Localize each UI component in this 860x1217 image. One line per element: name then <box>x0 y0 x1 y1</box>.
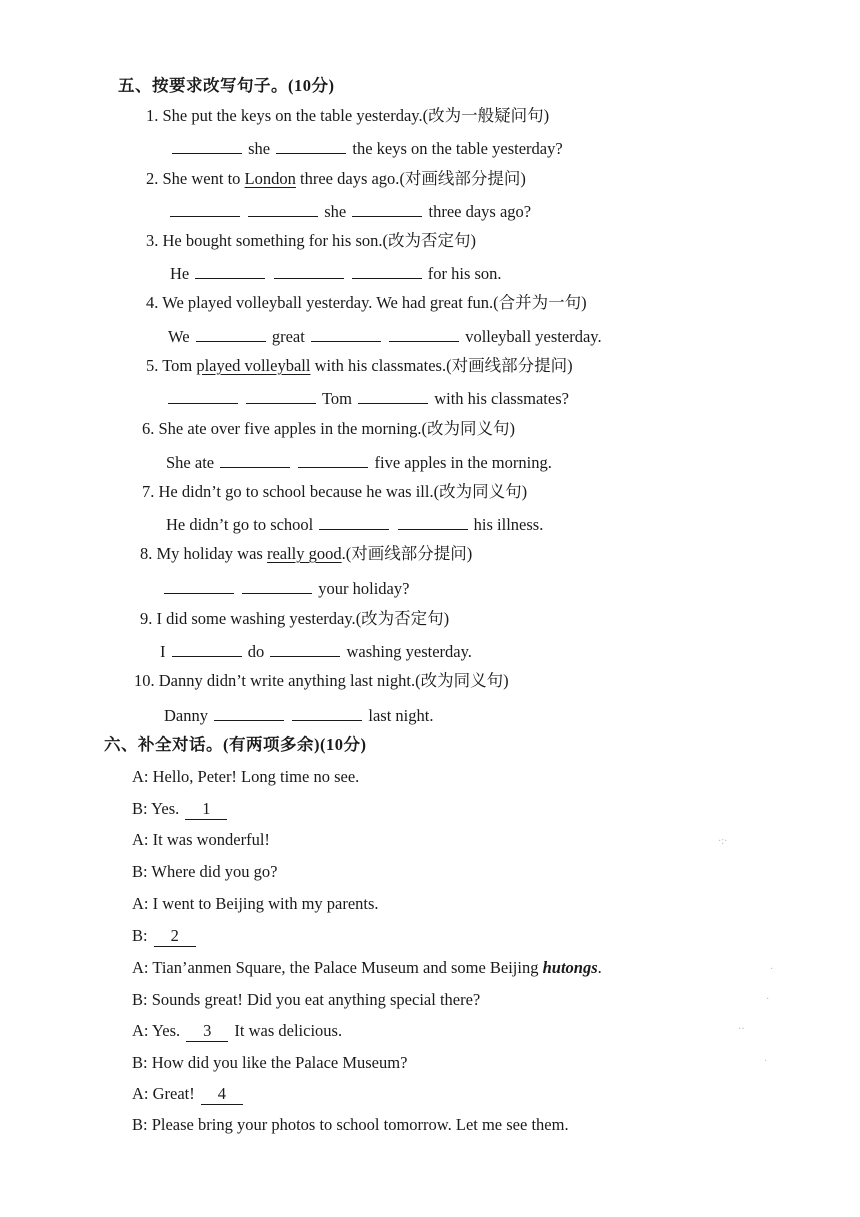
dialogue-blank-1[interactable]: 1 <box>185 799 227 820</box>
section-5-title: 五、按要求改写句子。(10分) <box>118 76 335 95</box>
answer-word: she <box>324 202 347 221</box>
dialogue-text: Where did you go? <box>151 862 278 881</box>
answer-blank[interactable] <box>214 704 284 721</box>
answer-word: last night. <box>368 706 434 725</box>
question-text: She went to <box>162 169 245 188</box>
dialogue-line-9 <box>132 1021 342 1042</box>
question-number: 8. <box>140 544 153 563</box>
answer-blank[interactable] <box>311 325 381 342</box>
speaker-label: B: <box>132 799 148 818</box>
question-text: She ate over five apples in the morning. <box>158 419 422 438</box>
question-4 <box>146 293 587 313</box>
answer-word: Tom <box>321 389 352 408</box>
question-hint: (对画线部分提问) <box>446 356 573 375</box>
question-text: He didn’t go to school because he was ill. <box>158 482 434 501</box>
answer-word: for his son. <box>427 264 502 283</box>
answer-blank[interactable] <box>168 387 238 404</box>
question-hint: (改为同义句) <box>421 419 516 438</box>
underlined-phrase: really good <box>266 544 342 563</box>
answer-blank[interactable] <box>319 513 389 530</box>
answer-blank[interactable] <box>274 262 344 279</box>
question-number: 3. <box>146 231 159 250</box>
dialogue-line-7 <box>132 958 602 978</box>
answer-word: she <box>248 139 271 158</box>
answer-blank[interactable] <box>172 137 242 154</box>
answer-word: your holiday? <box>318 579 410 598</box>
question-text: Tom <box>162 356 197 375</box>
dialogue-line-3 <box>132 830 270 850</box>
answer-word: Danny <box>164 706 208 725</box>
answer-word: five apples in the morning. <box>374 453 552 472</box>
answer-blank[interactable] <box>398 513 468 530</box>
answer-blank[interactable] <box>276 137 346 154</box>
question-text: She put the keys on the table yesterday. <box>162 106 423 125</box>
answer-line-5 <box>166 387 569 409</box>
speaker-label: A: <box>132 958 149 977</box>
question-text: with his classmates. <box>310 356 447 375</box>
speaker-label: B: <box>132 990 148 1009</box>
answer-word: We <box>168 327 190 346</box>
answer-line-4 <box>168 325 602 347</box>
answer-blank[interactable] <box>292 704 362 721</box>
question-text: We played volleyball yesterday. We had great fun. <box>162 293 494 312</box>
dialogue-line-11 <box>132 1084 245 1105</box>
answer-line-10 <box>164 704 433 726</box>
dialogue-blank-2[interactable]: 2 <box>154 926 196 947</box>
answer-blank[interactable] <box>246 387 316 404</box>
question-9 <box>140 609 449 629</box>
italic-word: hutongs <box>542 958 598 977</box>
answer-word: his illness. <box>473 515 544 534</box>
question-hint: (对画线部分提问) <box>345 544 473 563</box>
answer-blank[interactable] <box>195 262 265 279</box>
dialogue-text: Tian’anmen Square, the Palace Museum and some Beijing <box>152 958 543 977</box>
answer-blank[interactable] <box>352 200 422 217</box>
answer-blank[interactable] <box>270 640 340 657</box>
dialogue-text: I went to Beijing with my parents. <box>152 894 379 913</box>
dialogue-text: Please bring your photos to school tomorrow. Let me see them. <box>151 1115 569 1134</box>
question-number: 5. <box>146 356 159 375</box>
speaker-label: B: <box>132 1053 148 1072</box>
answer-word: do <box>247 642 265 661</box>
speaker-label: A: <box>132 830 149 849</box>
question-hint: (改为同义句) <box>415 671 509 690</box>
answer-word: volleyball yesterday. <box>465 327 602 346</box>
question-6 <box>142 419 515 439</box>
dialogue-blank-4[interactable]: 4 <box>201 1084 243 1105</box>
question-hint: (改为否定句) <box>355 609 450 628</box>
answer-blank[interactable] <box>220 451 290 468</box>
question-text: My holiday was <box>156 544 267 563</box>
question-number: 1. <box>146 106 159 125</box>
underlined-phrase: played volleyball <box>196 356 311 375</box>
dialogue-line-6 <box>132 926 198 947</box>
answer-blank[interactable] <box>196 325 266 342</box>
question-hint: (对画线部分提问) <box>399 169 526 188</box>
answer-blank[interactable] <box>389 325 459 342</box>
answer-line-9 <box>160 640 472 662</box>
question-5 <box>146 356 573 376</box>
answer-blank[interactable] <box>170 200 240 217</box>
speaker-label: A: <box>132 894 149 913</box>
question-10 <box>134 671 509 691</box>
dialogue-text: It was wonderful! <box>152 830 270 849</box>
answer-blank[interactable] <box>298 451 368 468</box>
answer-blank[interactable] <box>164 577 234 594</box>
question-text: Danny didn’t write anything last night. <box>158 671 416 690</box>
question-3 <box>146 231 476 251</box>
dialogue-line-5 <box>132 894 379 914</box>
answer-line-1 <box>170 137 563 159</box>
answer-blank[interactable] <box>352 262 422 279</box>
dialogue-line-10 <box>132 1053 407 1073</box>
section-6-title: 六、补全对话。(有两项多余)(10分) <box>104 735 367 754</box>
speaker-label: B: <box>132 862 148 881</box>
question-hint: (合并为一句) <box>493 293 587 312</box>
question-2 <box>146 169 526 189</box>
answer-word: He didn’t go to school <box>166 515 314 534</box>
speaker-label: A: <box>132 1084 149 1103</box>
question-text: He bought something for his son. <box>162 231 383 250</box>
question-number: 6. <box>142 419 155 438</box>
dialogue-line-12 <box>132 1115 569 1135</box>
question-number: 9. <box>140 609 153 628</box>
question-hint: (改为同义句) <box>433 482 528 501</box>
dialogue-line-8 <box>132 990 480 1010</box>
dialogue-text: Great! <box>152 1084 195 1103</box>
answer-blank[interactable] <box>172 640 242 657</box>
answer-blank[interactable] <box>248 200 318 217</box>
dialogue-blank-3[interactable]: 3 <box>186 1021 228 1042</box>
dialogue-line-1 <box>132 767 359 787</box>
question-8 <box>140 544 472 564</box>
answer-line-3 <box>170 262 502 284</box>
answer-blank[interactable] <box>242 577 312 594</box>
answer-word: washing yesterday. <box>346 642 472 661</box>
answer-line-7 <box>166 513 543 535</box>
answer-line-2 <box>168 200 531 222</box>
speaker-label: A: <box>132 767 149 786</box>
speaker-label: A: <box>132 1021 149 1040</box>
question-number: 4. <box>146 293 159 312</box>
answer-word: the keys on the table yesterday? <box>352 139 563 158</box>
question-hint: (改为一般疑问句) <box>422 106 550 125</box>
question-number: 2. <box>146 169 159 188</box>
answer-word: He <box>170 264 190 283</box>
answer-word: I <box>160 642 166 661</box>
dialogue-line-2 <box>132 799 229 820</box>
dialogue-text: Sounds great! Did you eat anything special there? <box>151 990 481 1009</box>
speaker-label: B: <box>132 926 148 945</box>
speaker-label: B: <box>132 1115 148 1134</box>
answer-line-6 <box>166 451 552 473</box>
underlined-phrase: London <box>244 169 296 188</box>
dialogue-text: It was delicious. <box>234 1021 343 1040</box>
question-7 <box>142 482 527 502</box>
scan-speck: · <box>766 994 770 1005</box>
scan-speck: ·· <box>738 1024 745 1035</box>
question-number: 7. <box>142 482 155 501</box>
scan-speck: · <box>764 1056 768 1067</box>
dialogue-line-4 <box>132 862 277 882</box>
dialogue-text: Yes. <box>152 1021 181 1040</box>
question-text: three days ago. <box>295 169 400 188</box>
question-1 <box>146 106 549 126</box>
answer-line-8 <box>162 577 409 599</box>
question-number: 10. <box>134 671 155 690</box>
dialogue-text: How did you like the Palace Museum? <box>151 1053 408 1072</box>
dialogue-text: Hello, Peter! Long time no see. <box>152 767 360 786</box>
dialogue-text: . <box>597 958 602 977</box>
answer-blank[interactable] <box>358 387 428 404</box>
question-text: I did some washing yesterday. <box>156 609 356 628</box>
answer-word: She ate <box>166 453 215 472</box>
dialogue-text: Yes. <box>151 799 180 818</box>
scan-speck: ·:· <box>718 836 728 847</box>
scan-speck: · <box>770 964 774 975</box>
answer-word: great <box>271 327 305 346</box>
answer-word: three days ago? <box>428 202 532 221</box>
question-text: . <box>341 544 346 563</box>
answer-word: with his classmates? <box>434 389 569 408</box>
question-hint: (改为否定句) <box>382 231 476 250</box>
